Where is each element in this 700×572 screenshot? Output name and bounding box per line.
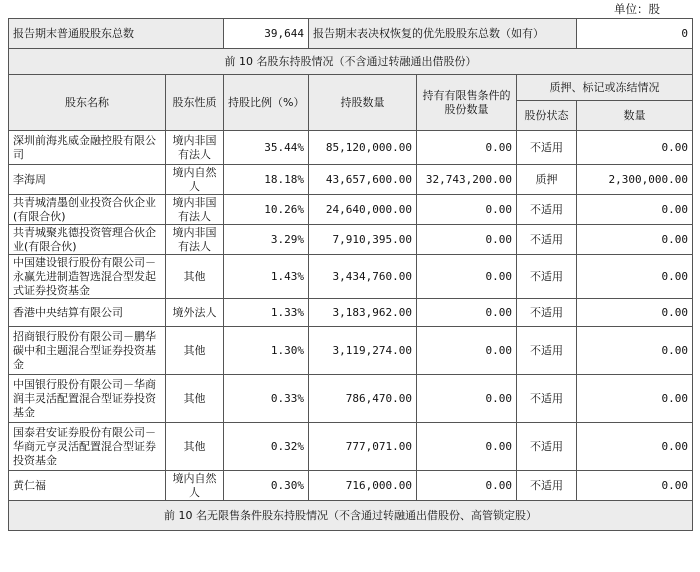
holding-ratio: 35.44% [224,131,309,165]
restricted-shares: 0.00 [417,471,517,501]
holding-amount: 43,657,600.00 [309,165,417,195]
holding-amount: 777,071.00 [309,423,417,471]
holding-ratio: 0.30% [224,471,309,501]
preferred-holders-label: 报告期末表决权恢复的优先股股东总数（如有） [309,19,577,49]
shareholder-table [8,18,693,531]
restricted-shares: 0.00 [417,255,517,299]
unit-label: 单位：股 [614,2,660,16]
pledged-amount: 0.00 [577,195,693,225]
header-name: 股东名称 [9,75,166,131]
restricted-shares: 0.00 [417,327,517,375]
header-pledge-status: 股份状态 [517,101,577,131]
pledged-amount: 2,300,000.00 [577,165,693,195]
table-row [9,375,693,423]
unrestricted-title-row [9,501,693,531]
table-row [9,165,693,195]
preferred-holders-value: 0 [577,19,693,49]
holding-amount: 716,000.00 [309,471,417,501]
shareholder-nature: 其他 [166,423,224,471]
table-row [9,299,693,327]
holding-amount: 85,120,000.00 [309,131,417,165]
shareholder-name: 中国建设银行股份有限公司－永赢先进制造智选混合型发起式证券投资基金 [9,255,166,299]
shareholder-name: 黄仁福 [9,471,166,501]
holding-amount: 24,640,000.00 [309,195,417,225]
shareholder-nature: 境内非国有法人 [166,225,224,255]
table-row [9,255,693,299]
holding-ratio: 1.30% [224,327,309,375]
pledge-status: 不适用 [517,255,577,299]
shareholder-name: 深圳前海兆威金融控股有限公司 [9,131,166,165]
pledge-status: 不适用 [517,471,577,501]
pledged-amount: 0.00 [577,255,693,299]
header-row-1 [9,75,693,101]
table-row [9,423,693,471]
pledged-amount: 0.00 [577,471,693,501]
holding-amount: 786,470.00 [309,375,417,423]
pledged-amount: 0.00 [577,299,693,327]
holding-amount: 3,183,962.00 [309,299,417,327]
restricted-shares: 0.00 [417,195,517,225]
shareholder-name: 李海周 [9,165,166,195]
pledged-amount: 0.00 [577,423,693,471]
pledge-status: 不适用 [517,423,577,471]
pledge-status: 不适用 [517,131,577,165]
holding-ratio: 1.33% [224,299,309,327]
pledged-amount: 0.00 [577,225,693,255]
restricted-shares: 0.00 [417,423,517,471]
shareholder-name: 国泰君安证券股份有限公司－华商元亨灵活配置混合型证券投资基金 [9,423,166,471]
table-row [9,327,693,375]
restricted-shares: 32,743,200.00 [417,165,517,195]
pledge-status: 不适用 [517,327,577,375]
top10-title: 前 10 名股东持股情况（不含通过转融通出借股份） [9,49,693,75]
header-nature: 股东性质 [166,75,224,131]
holding-amount: 3,119,274.00 [309,327,417,375]
shareholder-nature: 其他 [166,375,224,423]
restricted-shares: 0.00 [417,375,517,423]
top10-unrestricted-title: 前 10 名无限售条件股东持股情况（不含通过转融通出借股份、高管锁定股） [9,501,693,531]
common-holders-label: 报告期末普通股股东总数 [9,19,224,49]
common-holders-value: 39,644 [224,19,309,49]
table-row [9,225,693,255]
pledge-status: 不适用 [517,375,577,423]
shareholder-name: 共青城清墨创业投资合伙企业(有限合伙) [9,195,166,225]
shareholder-nature: 境内自然人 [166,471,224,501]
header-restricted: 持有有限售条件的股份数量 [417,75,517,131]
top10-title-row [9,49,693,75]
restricted-shares: 0.00 [417,225,517,255]
holding-ratio: 3.29% [224,225,309,255]
shareholder-name: 香港中央结算有限公司 [9,299,166,327]
table-row [9,471,693,501]
shareholder-nature: 境内非国有法人 [166,131,224,165]
table-row [9,131,693,165]
header-pledge-group: 质押、标记或冻结情况 [517,75,693,101]
shareholder-nature: 境外法人 [166,299,224,327]
restricted-shares: 0.00 [417,299,517,327]
shareholder-name: 中国银行股份有限公司－华商润丰灵活配置混合型证券投资基金 [9,375,166,423]
shareholder-name: 招商银行股份有限公司－鹏华碳中和主题混合型证券投资基金 [9,327,166,375]
pledged-amount: 0.00 [577,327,693,375]
table-row [9,195,693,225]
shareholder-name: 共青城聚兆德投资管理合伙企业(有限合伙) [9,225,166,255]
holding-ratio: 0.32% [224,423,309,471]
header-amount: 持股数量 [309,75,417,131]
holding-ratio: 0.33% [224,375,309,423]
pledge-status: 不适用 [517,299,577,327]
shareholder-nature: 境内非国有法人 [166,195,224,225]
holding-ratio: 10.26% [224,195,309,225]
pledge-status: 不适用 [517,195,577,225]
restricted-shares: 0.00 [417,131,517,165]
pledge-status: 质押 [517,165,577,195]
header-ratio: 持股比例（%） [224,75,309,131]
holding-amount: 3,434,760.00 [309,255,417,299]
summary-row [9,19,693,49]
holding-ratio: 18.18% [224,165,309,195]
header-pledge-amount: 数量 [577,101,693,131]
pledged-amount: 0.00 [577,375,693,423]
holding-amount: 7,910,395.00 [309,225,417,255]
shareholder-nature: 其他 [166,327,224,375]
pledged-amount: 0.00 [577,131,693,165]
holding-ratio: 1.43% [224,255,309,299]
shareholder-nature: 其他 [166,255,224,299]
pledge-status: 不适用 [517,225,577,255]
shareholder-nature: 境内自然人 [166,165,224,195]
